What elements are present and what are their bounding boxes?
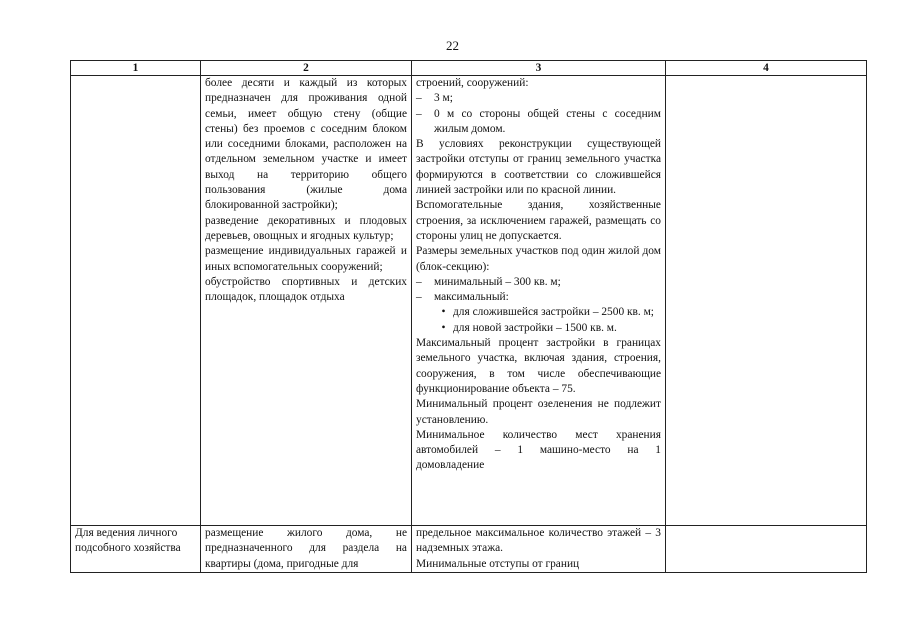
row1-col1-cell xyxy=(71,76,201,526)
permitted-use-text: размещение индивидуальных гаражей и иных вспомогательных сооружений; xyxy=(205,245,407,273)
page-number: 22 xyxy=(446,38,459,53)
header-cell-3: 3 xyxy=(412,61,666,76)
list-item xyxy=(416,91,661,106)
plot-max-value: для сложившейся застройки – 2500 кв. м; xyxy=(453,306,654,319)
dash-bullet: – xyxy=(416,291,422,304)
setback-value: 0 м со стороны общей стены с соседним жилым домом. xyxy=(434,107,661,135)
dot-bullet: • xyxy=(441,321,446,334)
dot-bullet: • xyxy=(441,306,446,319)
plot-max-value: для новой застройки – 1500 кв. м. xyxy=(453,321,617,334)
dash-bullet: – xyxy=(416,275,422,288)
list-item xyxy=(416,107,661,138)
param-intro: строений, сооружений: xyxy=(416,77,529,89)
setback-value: 3 м; xyxy=(434,92,453,105)
floors-text: предельное максимальное количество этажей – 3 надземных этажа. xyxy=(416,527,661,555)
auxiliary-buildings-text: Вспомогательные здания, хозяйственные строения, за исключением гаражей, размещать со стороны улиц не допускается. xyxy=(416,199,661,242)
row1-col3-cell xyxy=(412,76,666,526)
row2-col3-cell xyxy=(412,526,666,573)
list-item xyxy=(416,290,661,305)
header-cell-1: 1 xyxy=(71,61,201,76)
header-cell-4: 4 xyxy=(666,61,867,76)
plot-min-value: минимальный – 300 кв. м; xyxy=(434,275,561,288)
list-item xyxy=(416,275,661,290)
permitted-use-text: размещение жилого дома, не предназначенного для раздела на квартиры (дома, пригодные для xyxy=(205,527,407,570)
list-item xyxy=(416,321,661,336)
setback-title: Минимальные отступы от границ xyxy=(416,557,580,570)
list-item xyxy=(416,305,661,320)
use-type-label: Для ведения личного подсобного хозяйства xyxy=(75,527,181,555)
min-greening-text: Минимальный процент озеленения не подлежит установлению. xyxy=(416,398,661,426)
plot-sizes-title: Размеры земельных участков под один жилой дом (блок-секцию): xyxy=(416,245,661,273)
header-row xyxy=(71,61,867,76)
table-row xyxy=(71,76,867,526)
row1-col2-cell xyxy=(201,76,412,526)
row2-col1-cell xyxy=(71,526,201,573)
row1-col4-cell xyxy=(666,76,867,526)
row2-col4-cell xyxy=(666,526,867,573)
header-cell-2: 2 xyxy=(201,61,412,76)
dash-bullet: – xyxy=(416,107,422,120)
dash-bullet: – xyxy=(416,92,422,105)
max-percent-text: Максимальный процент застройки в границах земельного участка, включая здания, строения, сооружения, в том числе обеспечивающие функционирование объекта – 75. xyxy=(416,337,661,395)
plot-max-label: максимальный: xyxy=(434,291,509,304)
row2-col2-cell xyxy=(201,526,412,573)
table-row xyxy=(71,526,867,573)
regulations-table xyxy=(70,60,867,573)
permitted-use-text: разведение декоративных и плодовых деревьев, овощных и ягодных культур; xyxy=(205,214,407,242)
permitted-use-text: более десяти и каждый из которых предназначен для проживания одной семьи, имеет общую стену (общие стены) без проемов с соседним блоком или соседними блоками, расположен на отдельном земельном участке и имеет выход на территорию общего пользования (жилые дома блокированной застройки); xyxy=(205,77,407,212)
permitted-use-text: обустройство спортивных и детских площадок, площадок отдыха xyxy=(205,275,407,304)
parking-text: Минимальное количество мест хранения автомобилей – 1 машино-место на 1 домовладение xyxy=(416,428,661,472)
reconstruction-text: В условиях реконструкции существующей застройки отступы от границ земельного участка формируются в соответствии со сложившейся линией застройки или по красной линии. xyxy=(416,138,661,197)
